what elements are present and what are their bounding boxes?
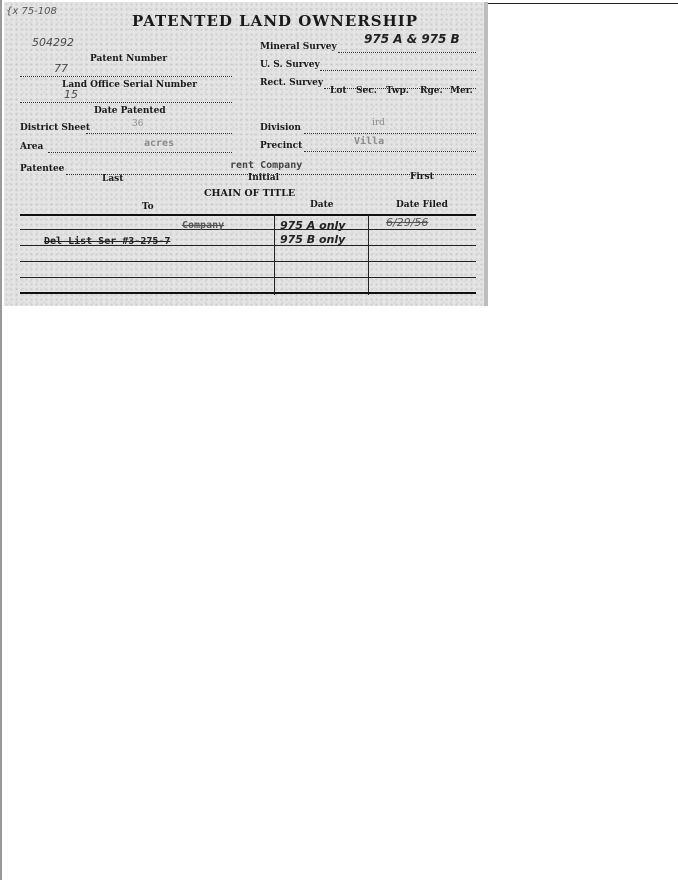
chain-header-date-filed: Date Filed	[396, 200, 448, 210]
card-title: PATENTED LAND OWNERSHIP	[132, 12, 419, 30]
chain-table-divider-1	[274, 215, 275, 295]
rect-col-rge: Rge.	[420, 86, 443, 96]
precinct-line	[304, 151, 476, 152]
division-line	[304, 133, 476, 134]
chain-row-rule	[20, 277, 476, 278]
name-col-first: First	[410, 172, 434, 182]
chain-header-to: To	[142, 202, 154, 212]
serial-handwritten: 504292	[32, 36, 74, 49]
district-sheet-line	[86, 133, 232, 134]
land-office-line	[20, 102, 232, 103]
rect-survey-label: Rect. Survey	[260, 78, 324, 88]
chain-row-1-date: 975 A only	[280, 219, 346, 232]
district-sheet-value: 36	[132, 119, 144, 129]
precinct-label: Precinct	[260, 141, 303, 151]
mineral-survey-value: 975 A & 975 B	[364, 32, 460, 46]
land-office-value: 15	[64, 88, 78, 101]
corner-note: {x 75-108	[6, 6, 57, 17]
page-edge-line	[480, 3, 678, 4]
chain-row-1-to: Company	[182, 220, 225, 231]
rect-col-lot: Lot	[330, 86, 347, 96]
area-value: acres	[144, 138, 175, 149]
chain-table-divider-2	[368, 215, 369, 295]
chain-row-1-date-filed: 6/29/56	[386, 216, 429, 229]
chain-row-2-to: Del List Ser #3-275-7	[44, 236, 171, 247]
precinct-value: Villa	[354, 136, 385, 147]
division-label: Division	[260, 123, 301, 133]
chain-row-rule	[20, 229, 476, 230]
chain-row-2-date: 975 B only	[280, 233, 346, 246]
chain-table-bottom-rule	[20, 292, 476, 294]
patent-number-label: Patent Number	[90, 54, 168, 64]
rect-col-sec: Sec.	[356, 86, 377, 96]
land-office-label: Land Office Serial Number	[62, 80, 197, 90]
area-line	[48, 152, 232, 153]
chain-row-rule	[20, 261, 476, 262]
area-label: Area	[20, 142, 44, 152]
page-edge	[0, 0, 2, 880]
us-survey-label: U. S. Survey	[260, 60, 320, 70]
division-value: ird	[372, 118, 385, 128]
us-survey-line	[320, 70, 476, 71]
name-col-initial: Initial	[248, 173, 279, 183]
patent-number-line	[20, 76, 232, 77]
rect-col-mer: Mer.	[450, 86, 473, 96]
rect-col-twp: Twp.	[386, 86, 409, 96]
date-patented-label: Date Patented	[94, 106, 166, 116]
patent-number-value: 77	[54, 62, 68, 75]
ownership-card	[4, 2, 488, 306]
name-col-last: Last	[102, 174, 124, 184]
chain-title: CHAIN OF TITLE	[204, 188, 296, 199]
mineral-survey-label: Mineral Survey	[260, 42, 337, 52]
district-sheet-label: District Sheet	[20, 123, 91, 133]
chain-header-date: Date	[310, 200, 334, 210]
mineral-survey-line	[338, 52, 476, 53]
patentee-value: rent Company	[230, 160, 303, 171]
patentee-label: Patentee	[20, 164, 65, 174]
